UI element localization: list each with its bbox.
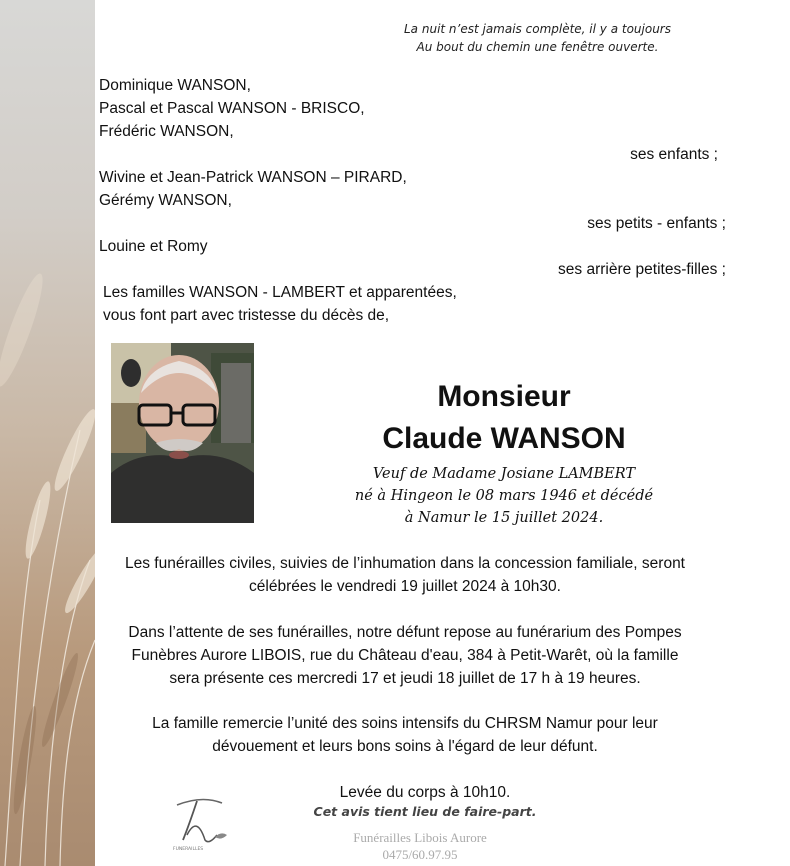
announcement-line-1: Les familles WANSON - LAMBERT et apparentées,	[103, 284, 457, 301]
decorative-pampas-strip	[0, 0, 95, 866]
paragraph-line: dévouement et leurs bons soins à l'égard de leur défunt.	[212, 738, 598, 755]
funeral-paragraph-3	[95, 712, 715, 758]
announcement	[103, 281, 457, 327]
faire-part-note: Cet avis tient lieu de faire-part.	[313, 804, 537, 819]
quote	[395, 20, 680, 56]
logo-text: FUNERAILLES	[173, 847, 204, 852]
grandchildren-label: ses petits - enfants ;	[587, 215, 726, 232]
footer	[270, 829, 570, 863]
family-line: Gérémy WANSON,	[99, 192, 232, 209]
obituary-page	[95, 0, 790, 866]
portrait-photo	[111, 343, 254, 523]
quote-line-2: Au bout du chemin une fenêtre ouverte.	[416, 40, 659, 54]
family-line: Dominique WANSON,	[99, 77, 251, 94]
funeral-paragraph-2	[95, 621, 715, 690]
children-list	[99, 74, 365, 143]
footer-company: Funérailles Libois Aurore	[353, 830, 487, 845]
deceased-details-line-1: Veuf de Madame Josiane LAMBERT	[372, 466, 636, 482]
family-line: Louine et Romy	[99, 238, 208, 255]
funeral-paragraph-1	[95, 552, 715, 598]
great-grandchildren-label: ses arrière petites-filles ;	[558, 261, 726, 278]
deceased-details	[299, 463, 709, 529]
announcement-line-2: vous font part avec tristesse du décès de,	[103, 307, 390, 324]
deceased-details-line-3: à Namur le 15 juillet 2024.	[404, 510, 604, 526]
pampas-grass-image	[0, 0, 95, 866]
children-label: ses enfants ;	[630, 146, 718, 163]
levee-du-corps: Levée du corps à 10h10.	[339, 784, 511, 801]
family-line: Wivine et Jean-Patrick WANSON – PIRARD,	[99, 169, 407, 186]
paragraph-line: Dans l’attente de ses funérailles, notre défunt repose au funérarium des Pompes	[128, 624, 682, 641]
footer-phone: 0475/60.97.95	[382, 847, 458, 862]
paragraph-line: sera présente ces mercredi 17 et jeudi 18 juillet de 17 h à 19 heures.	[169, 670, 641, 687]
deceased-title: Monsieur	[437, 380, 571, 413]
funeral-home-logo	[167, 795, 237, 855]
family-line: Pascal et Pascal WANSON - BRISCO,	[99, 100, 365, 117]
paragraph-line: Les funérailles civiles, suivies de l’inhumation dans la concession familiale, seront	[124, 555, 685, 572]
deceased-name: Claude WANSON	[382, 422, 626, 455]
paragraph-line: Funèbres Aurore LIBOIS, rue du Château d'eau, 384 à Petit-Warêt, où la famille	[131, 647, 679, 664]
grandchildren-list	[99, 166, 407, 212]
family-line: Frédéric WANSON,	[99, 123, 234, 140]
great-grandchildren-list	[99, 235, 208, 258]
quote-line-1: La nuit n’est jamais complète, il y a toujours	[404, 22, 671, 36]
deceased-details-line-2: né à Hingeon le 08 mars 1946 et décédé	[354, 488, 654, 504]
paragraph-line: La famille remercie l’unité des soins intensifs du CHRSM Namur pour leur	[152, 715, 658, 732]
paragraph-line: célébrées le vendredi 19 juillet 2024 à 10h30.	[249, 578, 561, 595]
